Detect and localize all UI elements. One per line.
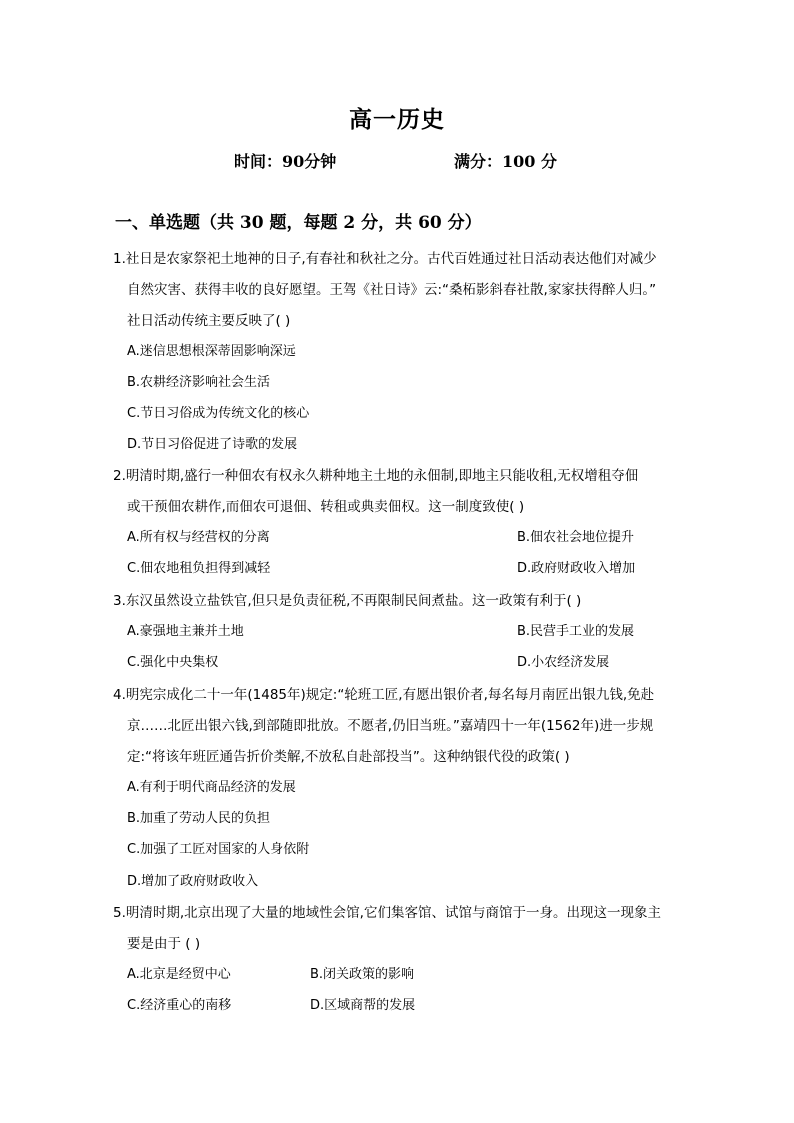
question-stem-line: 4.明宪宗成化二十一年(1485年)规定:“轮班工匠,有愿出银价者,每名每月南匠出银九钱,免赴 <box>113 687 655 703</box>
option-a[interactable]: A.所有权与经营权的分离 <box>127 530 270 545</box>
option-b[interactable]: B.闭关政策的影响 <box>310 967 415 982</box>
question-stem-line: 2.明清时期,盛行一种佃农有权永久耕种地主土地的永佃制,即地主只能收租,无权增租夺佃 <box>113 468 639 484</box>
option-c[interactable]: C.节日习俗成为传统文化的核心 <box>127 406 310 421</box>
question-stem-line: 要是由于 ( ) <box>127 936 201 952</box>
option-b[interactable]: B.民营手工业的发展 <box>517 624 635 639</box>
option-b[interactable]: B.佃农社会地位提升 <box>517 530 635 545</box>
option-a[interactable]: A.迷信思想根深蒂固影响深远 <box>127 344 296 359</box>
section-heading: 一、单选题（共 30 题，每题 2 分，共 60 分） <box>115 213 482 233</box>
option-c[interactable]: C.佃农地租负担得到减轻 <box>127 561 271 576</box>
option-c[interactable]: C.加强了工匠对国家的人身依附 <box>127 842 310 857</box>
page-title: 高一历史 <box>349 106 445 133</box>
option-c[interactable]: C.强化中央集权 <box>127 655 219 670</box>
question-stem-line: 1.社日是农家祭祀土地神的日子,有春社和秋社之分。古代百姓通过社日活动表达他们对减少 <box>113 251 657 267</box>
option-a[interactable]: A.豪强地主兼并土地 <box>127 624 244 639</box>
question-stem-line: 3.东汉虽然设立盐铁官,但只是负责征税,不再限制民间煮盐。这一政策有利于( ) <box>113 593 582 609</box>
option-d[interactable]: D.小农经济发展 <box>517 655 610 670</box>
question-stem-line: 社日活动传统主要反映了( ) <box>127 313 291 329</box>
option-a[interactable]: A.有利于明代商品经济的发展 <box>127 780 296 795</box>
option-d[interactable]: D.区域商帮的发展 <box>310 998 416 1013</box>
exam-full-score: 满分：100 分 <box>454 152 557 171</box>
option-d[interactable]: D.节日习俗促进了诗歌的发展 <box>127 437 298 452</box>
question-stem-line: 定:“将该年班匠通告折价类解,不放私自赴部投当”。这种纳银代役的政策( ) <box>127 749 570 765</box>
question-stem-line: 或干预佃农耕作,而佃农可退佃、转租或典卖佃权。这一制度致使( ) <box>127 499 525 515</box>
option-d[interactable]: D.政府财政收入增加 <box>517 561 636 576</box>
exam-time: 时间：90分钟 <box>234 152 337 171</box>
question-stem-line: 5.明清时期,北京出现了大量的地域性会馆,它们集客馆、试馆与商馆于一身。出现这一现象主 <box>113 905 661 921</box>
option-b[interactable]: B.加重了劳动人民的负担 <box>127 811 271 826</box>
option-b[interactable]: B.农耕经济影响社会生活 <box>127 375 271 390</box>
option-c[interactable]: C.经济重心的南移 <box>127 998 232 1013</box>
option-a[interactable]: A.北京是经贸中心 <box>127 967 231 982</box>
question-stem-line: 自然灾害、获得丰收的良好愿望。王驾《社日诗》云:“桑柘影斜春社散,家家扶得醉人归。” <box>127 282 657 298</box>
option-d[interactable]: D.增加了政府财政收入 <box>127 874 259 889</box>
question-stem-line: 京……北匠出银六钱,到部随即批放。不愿者,仍旧当班。”嘉靖四十一年(1562年)进一步规 <box>127 718 654 734</box>
